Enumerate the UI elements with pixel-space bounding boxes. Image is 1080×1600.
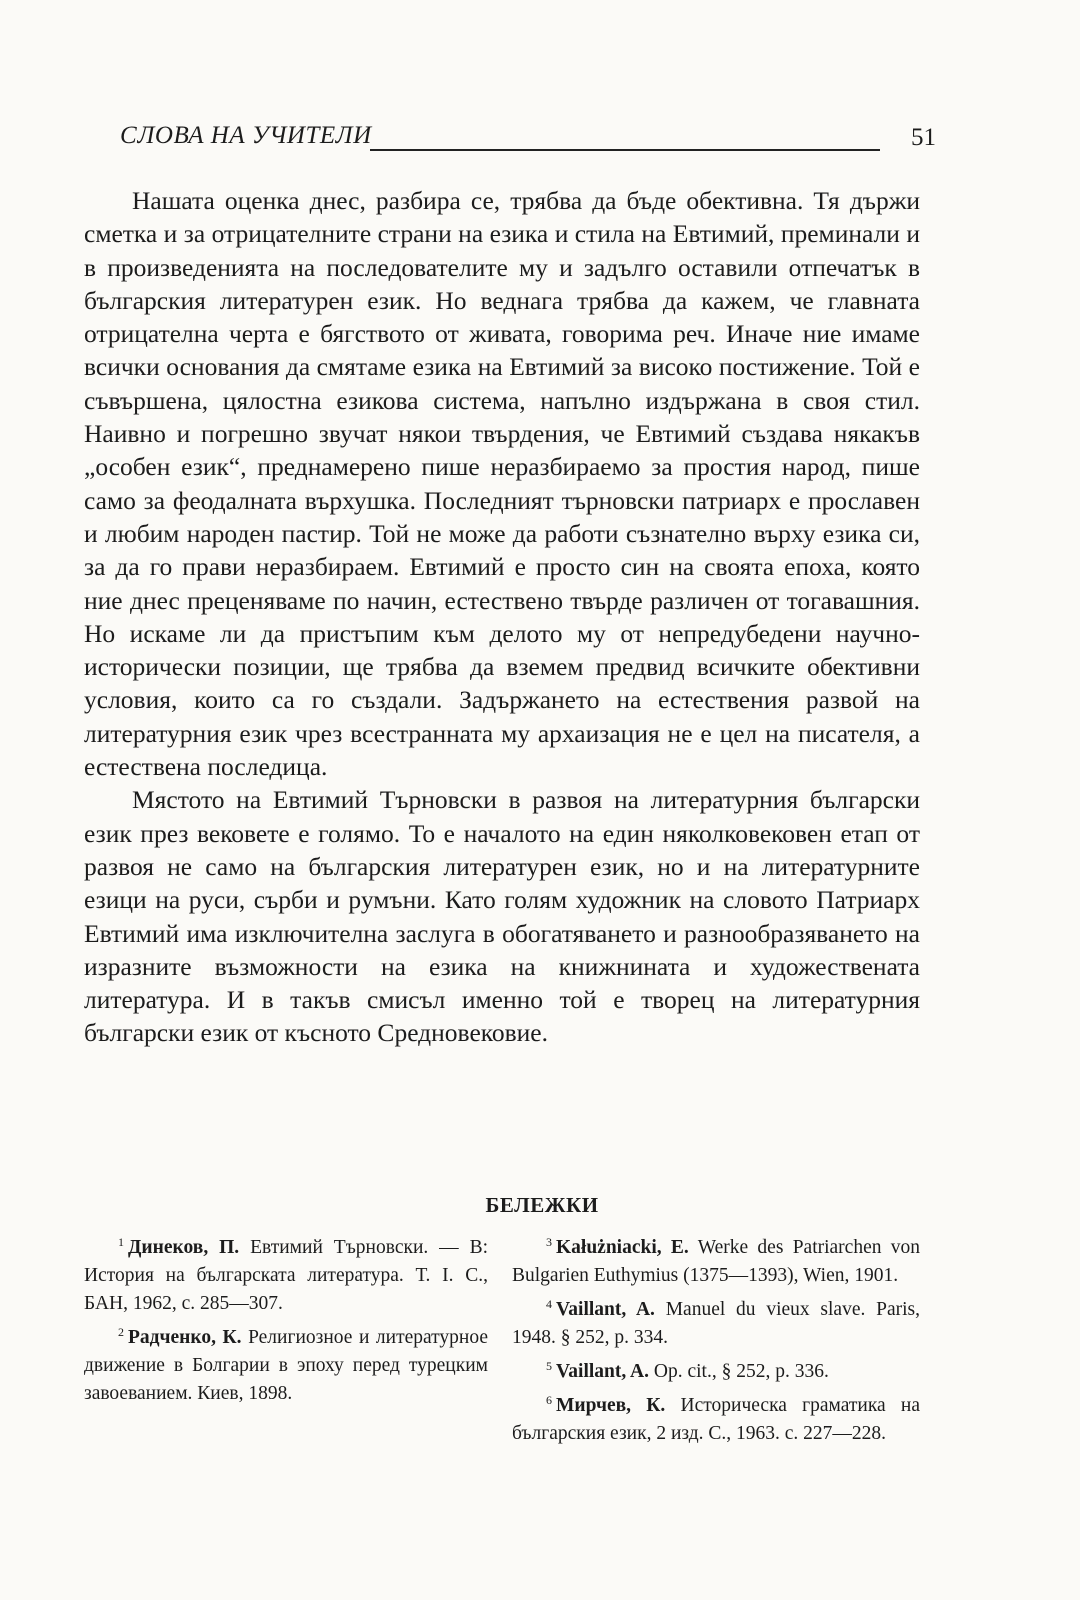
footnote-author: Kałużniacki, E. — [556, 1237, 689, 1258]
notes-column-right — [512, 1228, 920, 1448]
notes-heading: БЕЛЕЖКИ — [485, 1193, 599, 1217]
footnote-number: 6 — [546, 1393, 552, 1407]
footnote-number: 5 — [546, 1359, 552, 1373]
footnote-author: Vaillant, A. — [556, 1299, 655, 1320]
footnote-author: Vaillant, A. — [556, 1361, 650, 1382]
body-text — [84, 184, 920, 1050]
footnote-text: Manuel du vieux slave. Paris, 1948. § 252, p. 334. — [512, 1299, 921, 1348]
footnote-text: Историческа граматика на българския език, 2 изд. С., 1963. с. 227—228. — [512, 1395, 921, 1444]
footnote-number: 3 — [546, 1235, 552, 1249]
footnote-number: 2 — [118, 1325, 124, 1339]
footnote — [512, 1352, 920, 1386]
footnote-text: Евтимий Търновски. — В: История на българската литература. Т. I. С., БАН, 1962, с. 285—307. — [84, 1237, 489, 1314]
paragraph: Мястото на Евтимий Търновски в развоя на литературния български език през вековете е голямо. То е началото на един няколковековен етап от развоя не само на българския литературен език, но и на литературните езици на руси, сърби и румъни. Като голям художник на словото Патриарх Евтимий има изключителна заслуга в обогатяването и разнообразяването на изразните възможности на езика на книжнината и художествената литература. И в такъв смисъл именно той е творец на литературния български език от късното Средновековие. — [84, 785, 920, 1048]
running-header — [120, 122, 936, 162]
footnote — [84, 1228, 488, 1318]
footnote-author: Радченко, К. — [128, 1327, 242, 1348]
header-rule — [370, 149, 880, 151]
header-title: СЛОВА НА УЧИТЕЛИ — [120, 122, 372, 149]
footnote — [512, 1386, 920, 1448]
footnote — [512, 1290, 920, 1352]
footnote-text: Религиозное и литературное движение в Болгарии в эпоху перед турецким завоеванием. Киев, 1898. — [84, 1327, 488, 1404]
footnote — [512, 1228, 920, 1290]
notes-column-left — [84, 1228, 488, 1408]
footnote-text: Werke des Patriarchen von Bulgarien Euthymius (1375—1393), Wien, 1901. — [512, 1237, 921, 1286]
footnote-author: Мирчев, К. — [556, 1395, 666, 1416]
paragraph: Нашата оценка днес, разбира се, трябва да бъде обективна. Тя държи сметка и за отрицателните страни на езика и стила на Евтимий, преминали и в произведенията на последователите му и задълго оставили отпечатък в българския литературен език. Но веднага трябва да кажем, че главната отрицателна черта е бягството от живата, говорима реч. Иначе ние имаме всички основания да смятаме езика на Евтимий за високо постижение. Той е съвършена, цялостна езикова система, напълно издържана в своя стил. Наивно и погрешно звучат някои твърдения, че Евтимий създава някакъв „особен език“, преднамерено пише неразбираемо за простия народ, пише само за феодалната върхушка. Последният търновски патриарх е прославен и любим народен пастир. Той не може да работи съзнателно върху езика си, за да го прави неразбираем. Евтимий е просто син на своята епоха, която ние днес преценяваме по начин, естествено твърде различен от тогавашния. Но искаме ли да пристъпим към делото му от непредубедени научно-исторически позиции, ще трябва да вземем предвид всичките обективни условия, които са го създали. Задържането на естествения развой на литературния език чрез всестранната му архаизация не е цел на писателя, а естествена последица. — [84, 186, 920, 782]
footnote-number: 1 — [118, 1235, 124, 1249]
footnote-number: 4 — [546, 1297, 552, 1311]
footnote — [84, 1318, 488, 1408]
footnote-author: Динеков, П. — [128, 1237, 240, 1258]
footnote-text: Op. cit., § 252, p. 336. — [653, 1361, 829, 1382]
page-number: 51 — [911, 124, 936, 151]
